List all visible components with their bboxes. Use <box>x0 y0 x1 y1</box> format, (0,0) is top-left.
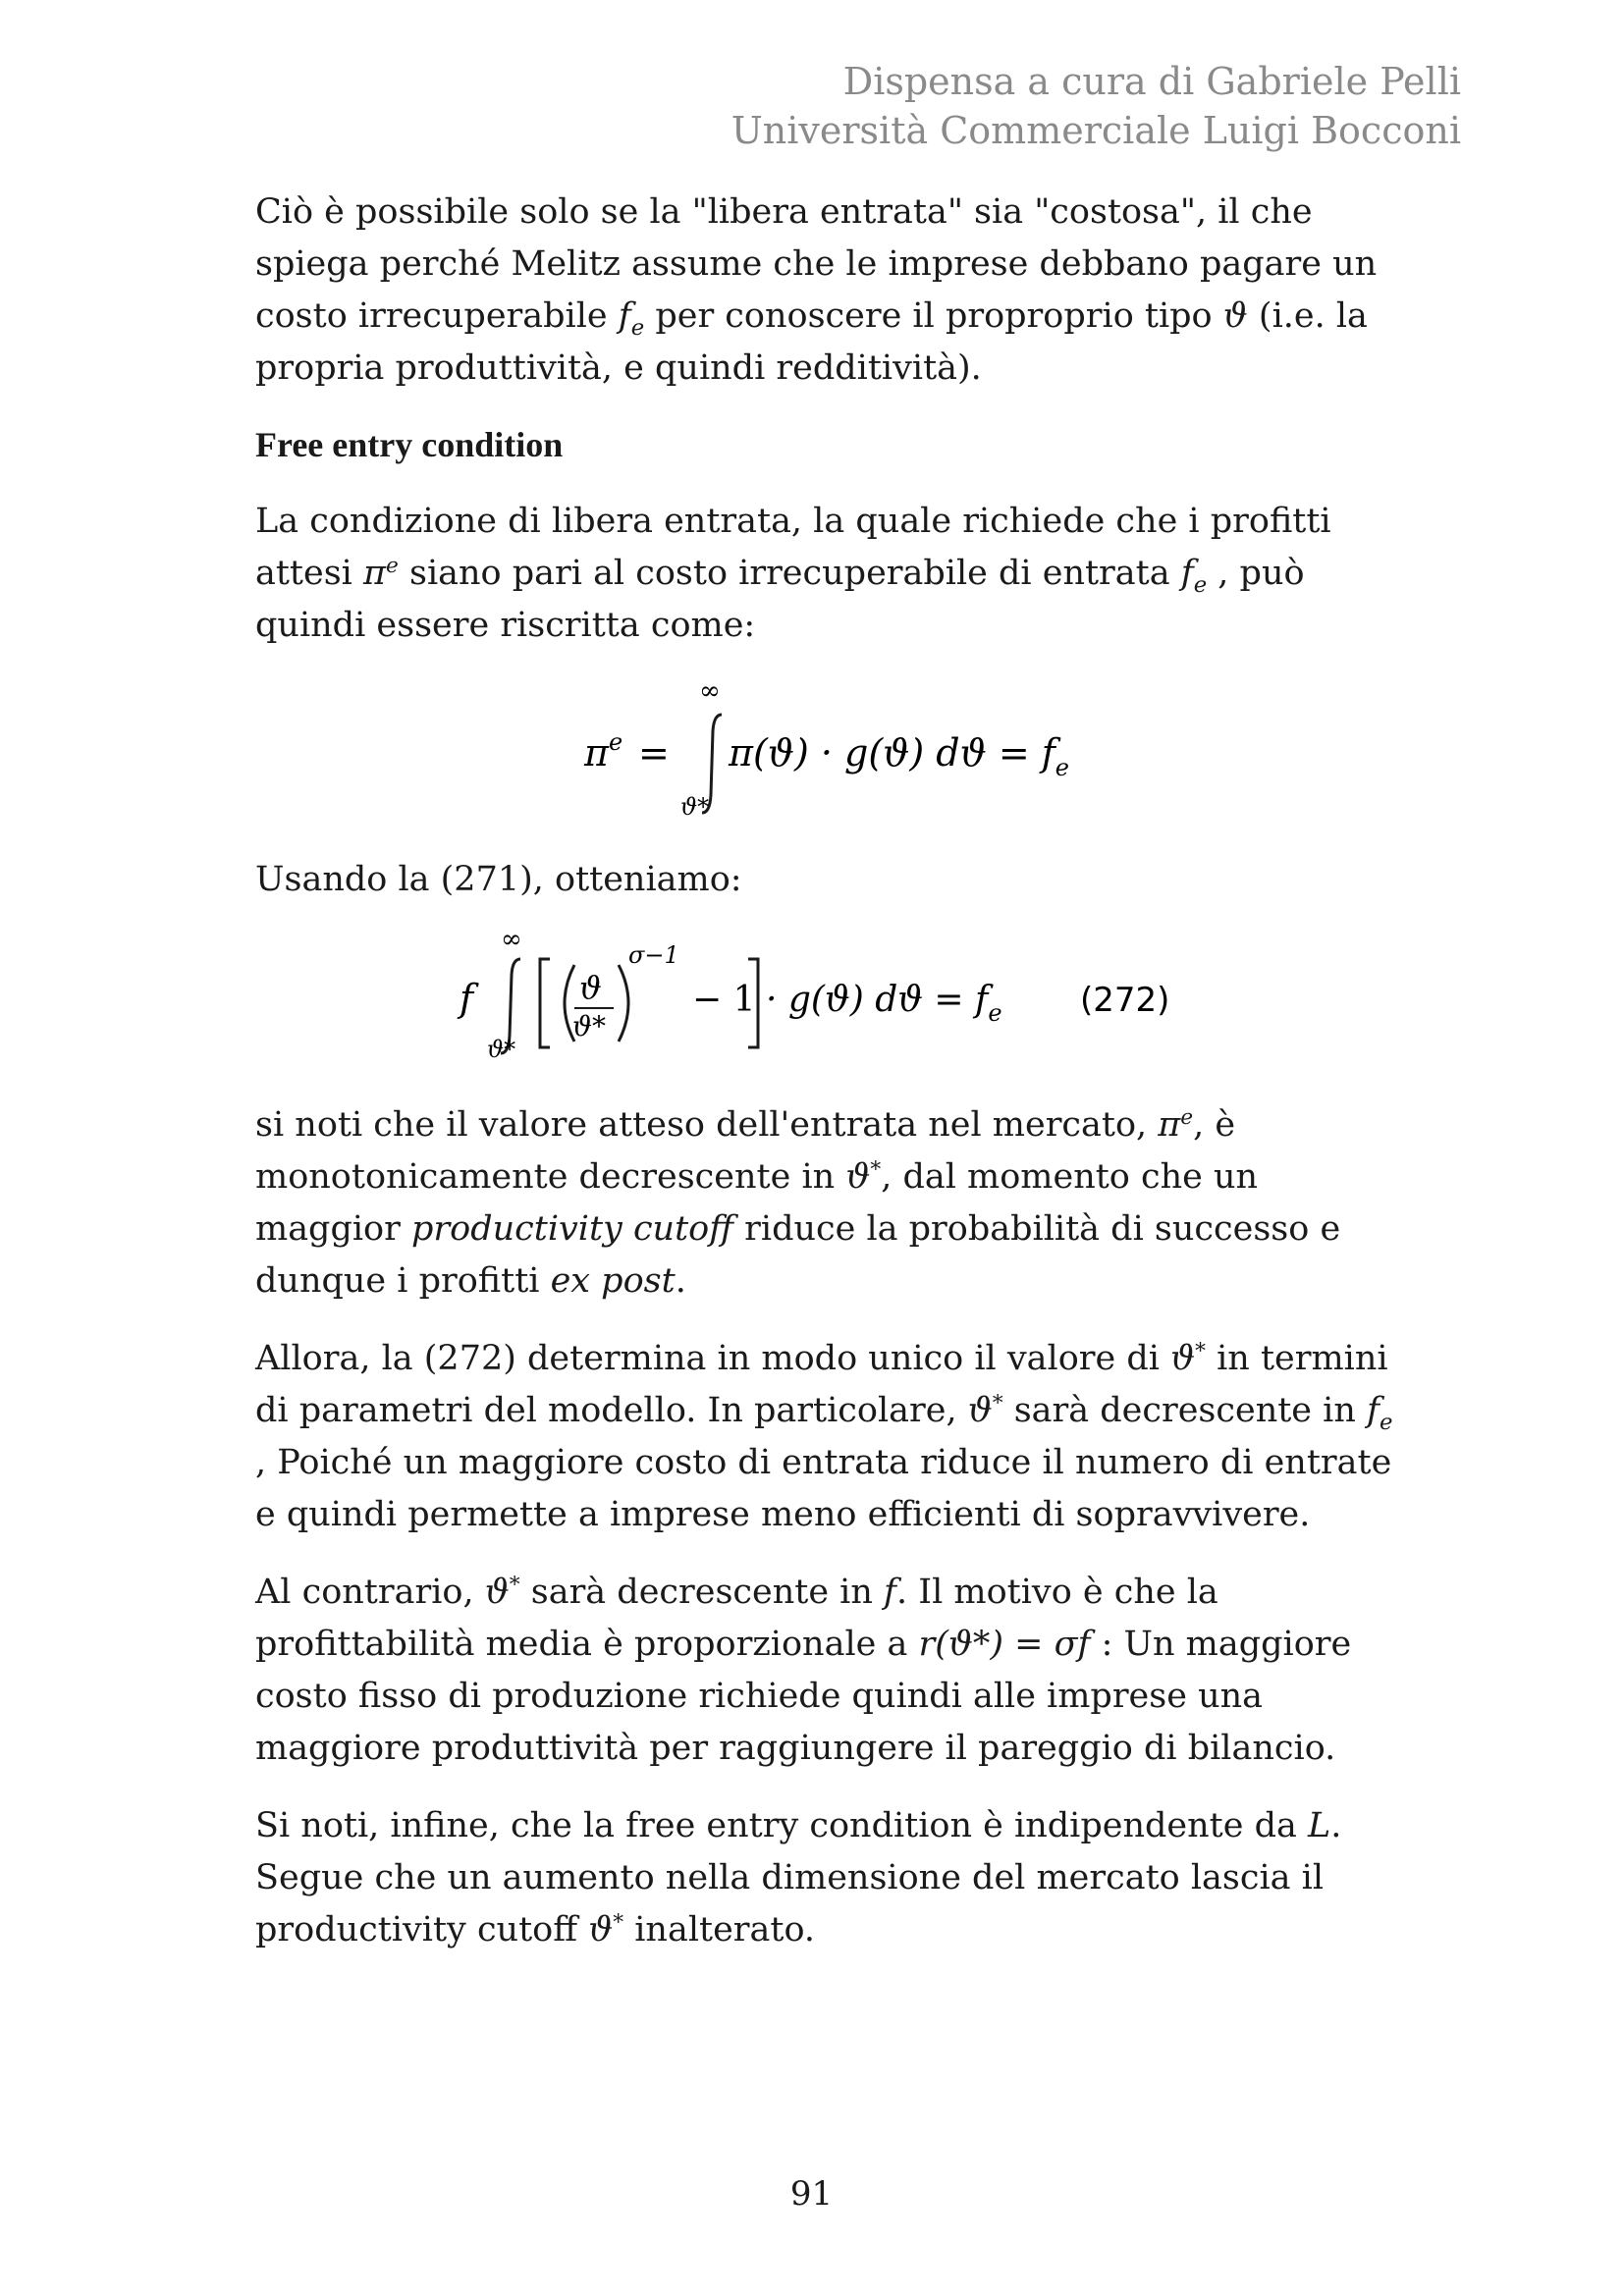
eq2-fraction-numerator: ϑ <box>579 969 602 1006</box>
paragraph-4: si noti che il valore atteso dell'entrata nel mercato, $\pi^e$, è monotonicamente decrescente in ϑ*, dal momento che un maggior productivity cutoff riduce la probabilità di successo e dunque i profitti ex post. <box>255 1105 1341 1301</box>
equation-272 <box>0 928 1623 1075</box>
symbol-r-expression: r(ϑ*) = σf <box>918 1625 1091 1664</box>
eq2-f: f <box>460 977 474 1020</box>
eq2-exponent: σ−1 <box>628 941 679 969</box>
equation-free-entry-svg <box>0 677 1623 834</box>
eq2-rest: · g(ϑ) $dϑ = f_e$ <box>766 980 1002 1027</box>
eq1-integrand: π(ϑ) · g(ϑ) $dϑ = f_e$ <box>729 731 1069 781</box>
paragraph-2: La condizione di libera entrata, la quale richiede che i profitti attesi $\pi^e$ siano pari al costo irrecuperabile di entrata $f_e$ , può quindi essere riscritta come: <box>255 502 1331 645</box>
equation-label: (272) <box>1080 981 1170 1020</box>
paragraph-7: Si noti, infine, che la free entry condition è indipendente da L. Segue che un aumento nella dimensione del mercato lascia il productivity cutoff ϑ* inalterato. <box>255 1806 1342 1949</box>
left-bracket <box>540 959 550 1047</box>
page-number: 91 <box>789 2174 834 2214</box>
eq1-lhs: $\pi^e$ <box>584 728 623 774</box>
eq2-minus-one: − 1 <box>692 980 756 1020</box>
symbol-theta: ϑ <box>1222 296 1248 336</box>
paragraph-5: Allora, la (272) determina in modo unico il valore di ϑ* in termini di parametri del modello. In particolare, ϑ* sarà decrescente in $f_e$ , Poiché un maggiore costo di entrata riduce il numero di entrate e quindi permette a imprese meno efficienti di sopravvivere. <box>255 1339 1393 1534</box>
equation-free-entry <box>0 677 1623 834</box>
eq2-fraction-denominator: ϑ* <box>572 1010 607 1042</box>
eq2-upper-limit: ∞ <box>501 928 522 954</box>
page-header <box>731 57 1461 155</box>
paragraph-3: Usando la (271), otteniamo: <box>255 860 742 899</box>
symbol-pi-e: $\pi^e$ <box>363 554 399 593</box>
right-paren <box>619 965 628 1041</box>
symbol-theta-star: ϑ* <box>967 1391 1003 1430</box>
equation-272-svg <box>0 928 1623 1075</box>
symbol-f: f <box>884 1573 897 1612</box>
symbol-f-e: $f_e$ <box>1180 554 1208 598</box>
header-line-2: Università Commerciale Luigi Bocconi <box>730 109 1461 152</box>
symbol-L: L <box>1307 1806 1331 1845</box>
paragraph-6: Al contrario, ϑ* sarà decrescente in f. Il motivo è che la profittabilità media è proporzionale a r(ϑ*) = σf : Un maggiore costo fisso di produzione richiede quindi alle imprese una maggiore produttività per raggiungere il pareggio di bilancio. <box>255 1573 1352 1768</box>
symbol-theta-star: ϑ* <box>845 1157 882 1197</box>
symbol-pi-e: $\pi^e$ <box>1158 1105 1194 1145</box>
header-line-1: Dispensa a cura di Gabriele Pelli <box>842 60 1461 103</box>
eq2-lower-limit: ϑ* <box>487 1036 516 1063</box>
symbol-f-e: $f_e$ <box>618 296 645 341</box>
eq1-equals: = <box>638 731 670 774</box>
eq1-upper-limit: ∞ <box>699 677 721 706</box>
symbol-theta-star: ϑ* <box>588 1910 624 1949</box>
symbol-theta-star: ϑ* <box>1170 1339 1206 1378</box>
paragraph-1: Ciò è possibile solo se la "libera entrata" sia "costosa", il che spiega perché Melitz assume che le imprese debbano pagare un costo irrecuperabile $f_e$ per conoscere il proproprio tipo ϑ (i.e. la propria produttività, e quindi redditività). <box>255 192 1378 388</box>
symbol-theta-star: ϑ* <box>484 1573 520 1612</box>
section-heading: Free entry condition <box>255 425 564 464</box>
eq1-lower-limit: ϑ* <box>680 793 710 821</box>
symbol-f-e: $f_e$ <box>1367 1391 1393 1435</box>
